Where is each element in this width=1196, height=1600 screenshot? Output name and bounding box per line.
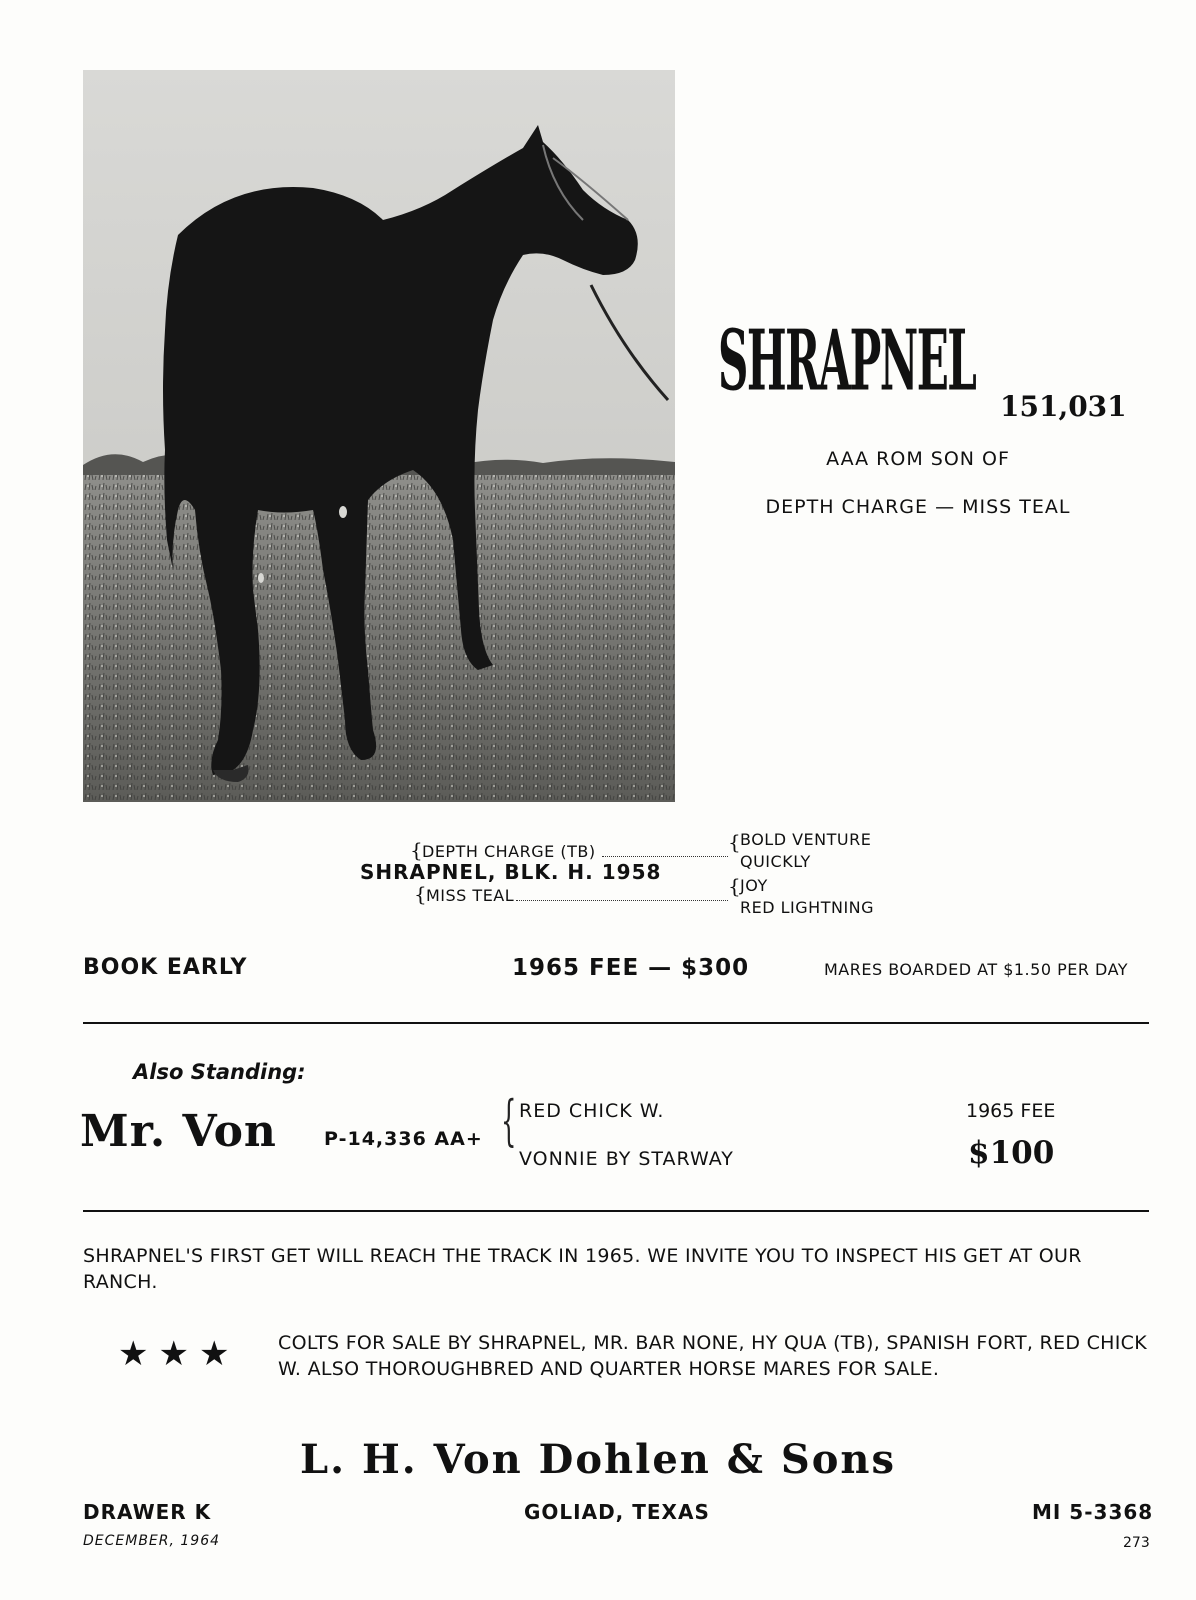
title-block	[718, 310, 1158, 518]
book-early: BOOK EARLY	[83, 955, 248, 980]
horse-name: SHRAPNEL	[718, 310, 976, 410]
mailing-drawer: DRAWER K	[83, 1500, 212, 1524]
pedigree-sire-sire: BOLD VENTURE	[740, 830, 872, 849]
second-horse-brace: {	[501, 1089, 517, 1152]
horse-photo-illustration	[83, 70, 675, 802]
pedigree-dots	[516, 900, 728, 901]
second-horse-sire: RED CHICK W.	[519, 1100, 665, 1122]
second-horse-fee-label: 1965 FEE	[966, 1100, 1056, 1122]
pedigree-horse: SHRAPNEL, BLK. H. 1958	[360, 860, 662, 884]
registration-number: 151,031	[1000, 390, 1127, 423]
colts-for-sale: COLTS FOR SALE BY SHRAPNEL, MR. BAR NONE, HY QUA (TB), SPANISH FORT, RED CHICK W. ALSO THOROUGHBRED AND QUARTER HORSE MARES FOR SALE.	[278, 1332, 1147, 1380]
city: GOLIAD, TEXAS	[524, 1500, 710, 1524]
pedigree-sire: DEPTH CHARGE (TB)	[422, 842, 596, 861]
first-get-notice: SHRAPNEL'S FIRST GET WILL REACH THE TRACK IN 1965. WE INVITE YOU TO INSPECT HIS GET AT OUR RANCH.	[83, 1245, 1082, 1293]
parents-line: DEPTH CHARGE — MISS TEAL	[765, 496, 1071, 518]
divider	[83, 1210, 1149, 1212]
second-horse-dam: VONNIE BY STARWAY	[519, 1148, 734, 1170]
pedigree-brace: {	[728, 874, 741, 898]
also-standing-heading: Also Standing:	[133, 1060, 306, 1084]
sire-line: AAA ROM SON OF	[826, 448, 1010, 470]
pedigree-dam: MISS TEAL	[426, 886, 515, 905]
pedigree-brace: {	[410, 838, 423, 862]
pedigree-dots	[602, 856, 728, 857]
star-icon: ★★★	[118, 1334, 240, 1374]
horse-photo	[83, 70, 675, 802]
pedigree-chart	[340, 830, 900, 928]
second-horse-name: Mr. Von	[80, 1106, 277, 1157]
pedigree-brace: {	[414, 882, 427, 906]
page-number: 273	[1123, 1535, 1150, 1551]
phone-number: MI 5-3368	[1032, 1500, 1154, 1524]
boarding-rate: MARES BOARDED AT $1.50 PER DAY	[824, 960, 1129, 979]
pedigree-dam-dam: RED LIGHTNING	[740, 898, 875, 917]
pedigree-dam-sire: JOY	[740, 876, 768, 895]
second-horse-fee: $100	[968, 1135, 1055, 1171]
divider	[83, 1022, 1149, 1024]
issue-date: DECEMBER, 1964	[83, 1533, 221, 1549]
pedigree-sire-dam: QUICKLY	[740, 852, 811, 871]
main-fee: 1965 FEE — $300	[512, 955, 750, 981]
pedigree-brace: {	[728, 830, 741, 854]
second-horse-registration: P-14,336 AA+	[324, 1128, 483, 1150]
company-name: L. H. Von Dohlen & Sons	[300, 1436, 896, 1483]
